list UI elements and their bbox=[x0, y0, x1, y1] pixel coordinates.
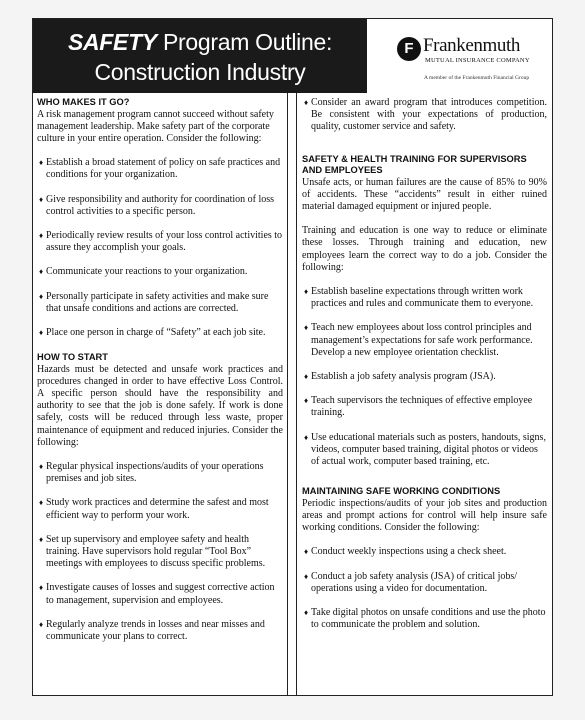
list-item: ♦ Personally participate in safety activities and make sure that unsafe conditions and actions are corrected. bbox=[39, 290, 269, 314]
list-item: ♦ Teach supervisors the techniques of effective employee training. bbox=[304, 395, 533, 419]
list-item: ♦ Establish baseline expectations through written work practices and rules and communicate them to everyone. bbox=[304, 286, 534, 310]
list-item: ♦ Place one person in charge of “Safety” at each job site. bbox=[39, 326, 266, 338]
bullet-icon: ♦ bbox=[304, 547, 309, 557]
list-item: ♦ Regular physical inspections/audits of your operations premises and job sites. bbox=[39, 461, 264, 485]
list-item: ♦ Investigate causes of losses and suggest corrective action to management, supervision and employees. bbox=[39, 582, 275, 606]
list-item: ♦ Consider an award program that introduces competition. Be consistent with your expectations of production, quality, customer service and safety. bbox=[304, 97, 547, 133]
title-line-2: Construction Industry bbox=[94, 59, 306, 85]
header bbox=[33, 19, 552, 93]
bullet-icon: ♦ bbox=[39, 158, 44, 168]
bullet-icon: ♦ bbox=[39, 291, 44, 301]
logo-member-line: A member of the Frankenmuth Financial Group bbox=[424, 75, 530, 81]
section-heading-who: WHO MAKES IT GO? bbox=[37, 97, 130, 107]
list-item: ♦ Conduct weekly inspections using a check sheet. bbox=[304, 546, 507, 558]
list-training bbox=[302, 286, 547, 468]
list-item: ♦ Use educational materials such as posters, handouts, signs, videos, computer based training, digital photos or videos of actual work, computer based training, etc. bbox=[304, 431, 546, 468]
section-heading-maintaining: MAINTAINING SAFE WORKING CONDITIONS bbox=[302, 486, 501, 497]
section-intro-who: A risk management program cannot succeed without safety management leadership. Make safety part of the corporate culture in your entire operation. Consider the following: bbox=[37, 108, 274, 144]
right-column bbox=[297, 97, 552, 695]
bullet-icon: ♦ bbox=[304, 98, 309, 107]
bullet-icon: ♦ bbox=[39, 583, 44, 593]
section-intro-maintaining: Periodic inspections/audits of your job sites and production areas and prompt actions for control will help insure safe working conditions. Consider the following: bbox=[302, 497, 547, 534]
bullet-icon: ♦ bbox=[304, 571, 309, 581]
bullet-icon: ♦ bbox=[304, 372, 309, 382]
list-item: ♦ Regularly analyze trends in losses and near misses and communicate your plans to correct. bbox=[39, 618, 265, 643]
list-start bbox=[37, 461, 283, 643]
bullet-icon: ♦ bbox=[39, 230, 44, 240]
bullet-icon: ♦ bbox=[39, 619, 44, 629]
bullet-icon: ♦ bbox=[39, 327, 44, 337]
bullet-icon: ♦ bbox=[39, 267, 44, 277]
document-page bbox=[32, 18, 553, 696]
list-item: ♦ Conduct a job safety analysis (JSA) of critical jobs/ operations using a video for documentation. bbox=[304, 570, 518, 594]
title-rest: Program Outline: bbox=[156, 29, 333, 55]
list-maintaining bbox=[302, 546, 547, 631]
section-intro-start: Hazards must be detected and unsafe work practices and procedures changed in order to have effective Loss Control. A specific person should have the responsibility and authority to see that the job is done safely. If work is done safely, costs will be reduced through less waste, proper maintenance of equipment and reduced injuries. Consider the following: bbox=[37, 363, 283, 448]
column-divider bbox=[287, 93, 297, 695]
logo-mark-icon: F bbox=[397, 37, 421, 61]
bullet-icon: ♦ bbox=[39, 498, 44, 508]
bullet-icon: ♦ bbox=[39, 462, 44, 472]
title-emphasis: SAFETY bbox=[67, 29, 157, 55]
list-item: ♦ Teach new employees about loss control principles and management’s expectations for safe work performance. Develop a new employee orientation checklist. bbox=[304, 322, 533, 358]
list-award bbox=[302, 97, 547, 134]
bullet-icon: ♦ bbox=[304, 396, 309, 406]
section-heading-training: SAFETY & HEALTH TRAINING FOR SUPERVISORS AND EMPLOYEES bbox=[302, 153, 527, 176]
list-item: ♦ Take digital photos on unsafe conditions and use the photo to communicate the problem and solution. bbox=[304, 606, 546, 631]
title-line-1 bbox=[33, 27, 367, 57]
bullet-icon: ♦ bbox=[39, 194, 44, 204]
title-banner bbox=[33, 19, 367, 93]
list-item: ♦ Study work practices and determine the safest and most efficient way to perform your work. bbox=[39, 497, 269, 521]
bullet-icon: ♦ bbox=[304, 607, 309, 617]
list-item: ♦ Establish a broad statement of policy on safe practices and conditions for your organization. bbox=[39, 157, 281, 181]
section-intro-training-2: Training and education is one way to reduce or eliminate these losses. Through training and education, new employees learn the correct way to do a job. Consider the following: bbox=[302, 225, 547, 273]
bullet-icon: ♦ bbox=[304, 432, 309, 442]
section-intro-training-1: Unsafe acts, or human failures are the cause of 85% to 90% of accidents. These “accidents” result in either ruined material damaged equipment or injured people. bbox=[302, 176, 547, 213]
bullet-icon: ♦ bbox=[304, 323, 309, 333]
list-item: ♦ Give responsibility and authority for coordination of loss control activities to a specific person. bbox=[39, 193, 275, 217]
section-heading-start: HOW TO START bbox=[37, 352, 108, 363]
list-who bbox=[37, 157, 283, 339]
bullet-icon: ♦ bbox=[304, 287, 309, 297]
list-item: ♦ Establish a job safety analysis program (JSA). bbox=[304, 371, 496, 383]
left-column bbox=[33, 97, 287, 695]
frankenmuth-logo bbox=[373, 35, 548, 91]
logo-name: Frankenmuth bbox=[423, 35, 520, 56]
logo-subtitle: MUTUAL INSURANCE COMPANY bbox=[425, 57, 530, 64]
bullet-icon: ♦ bbox=[39, 534, 44, 544]
list-item: ♦ Periodically review results of your loss control activities to assure they accomplish your goals. bbox=[39, 229, 283, 254]
list-item: ♦ Communicate your reactions to your organization. bbox=[39, 266, 248, 278]
list-item: ♦ Set up supervisory and employee safety and health training. Have supervisors hold regular “Tool Box” meetings with employees to discuss specific problems. bbox=[39, 533, 266, 570]
